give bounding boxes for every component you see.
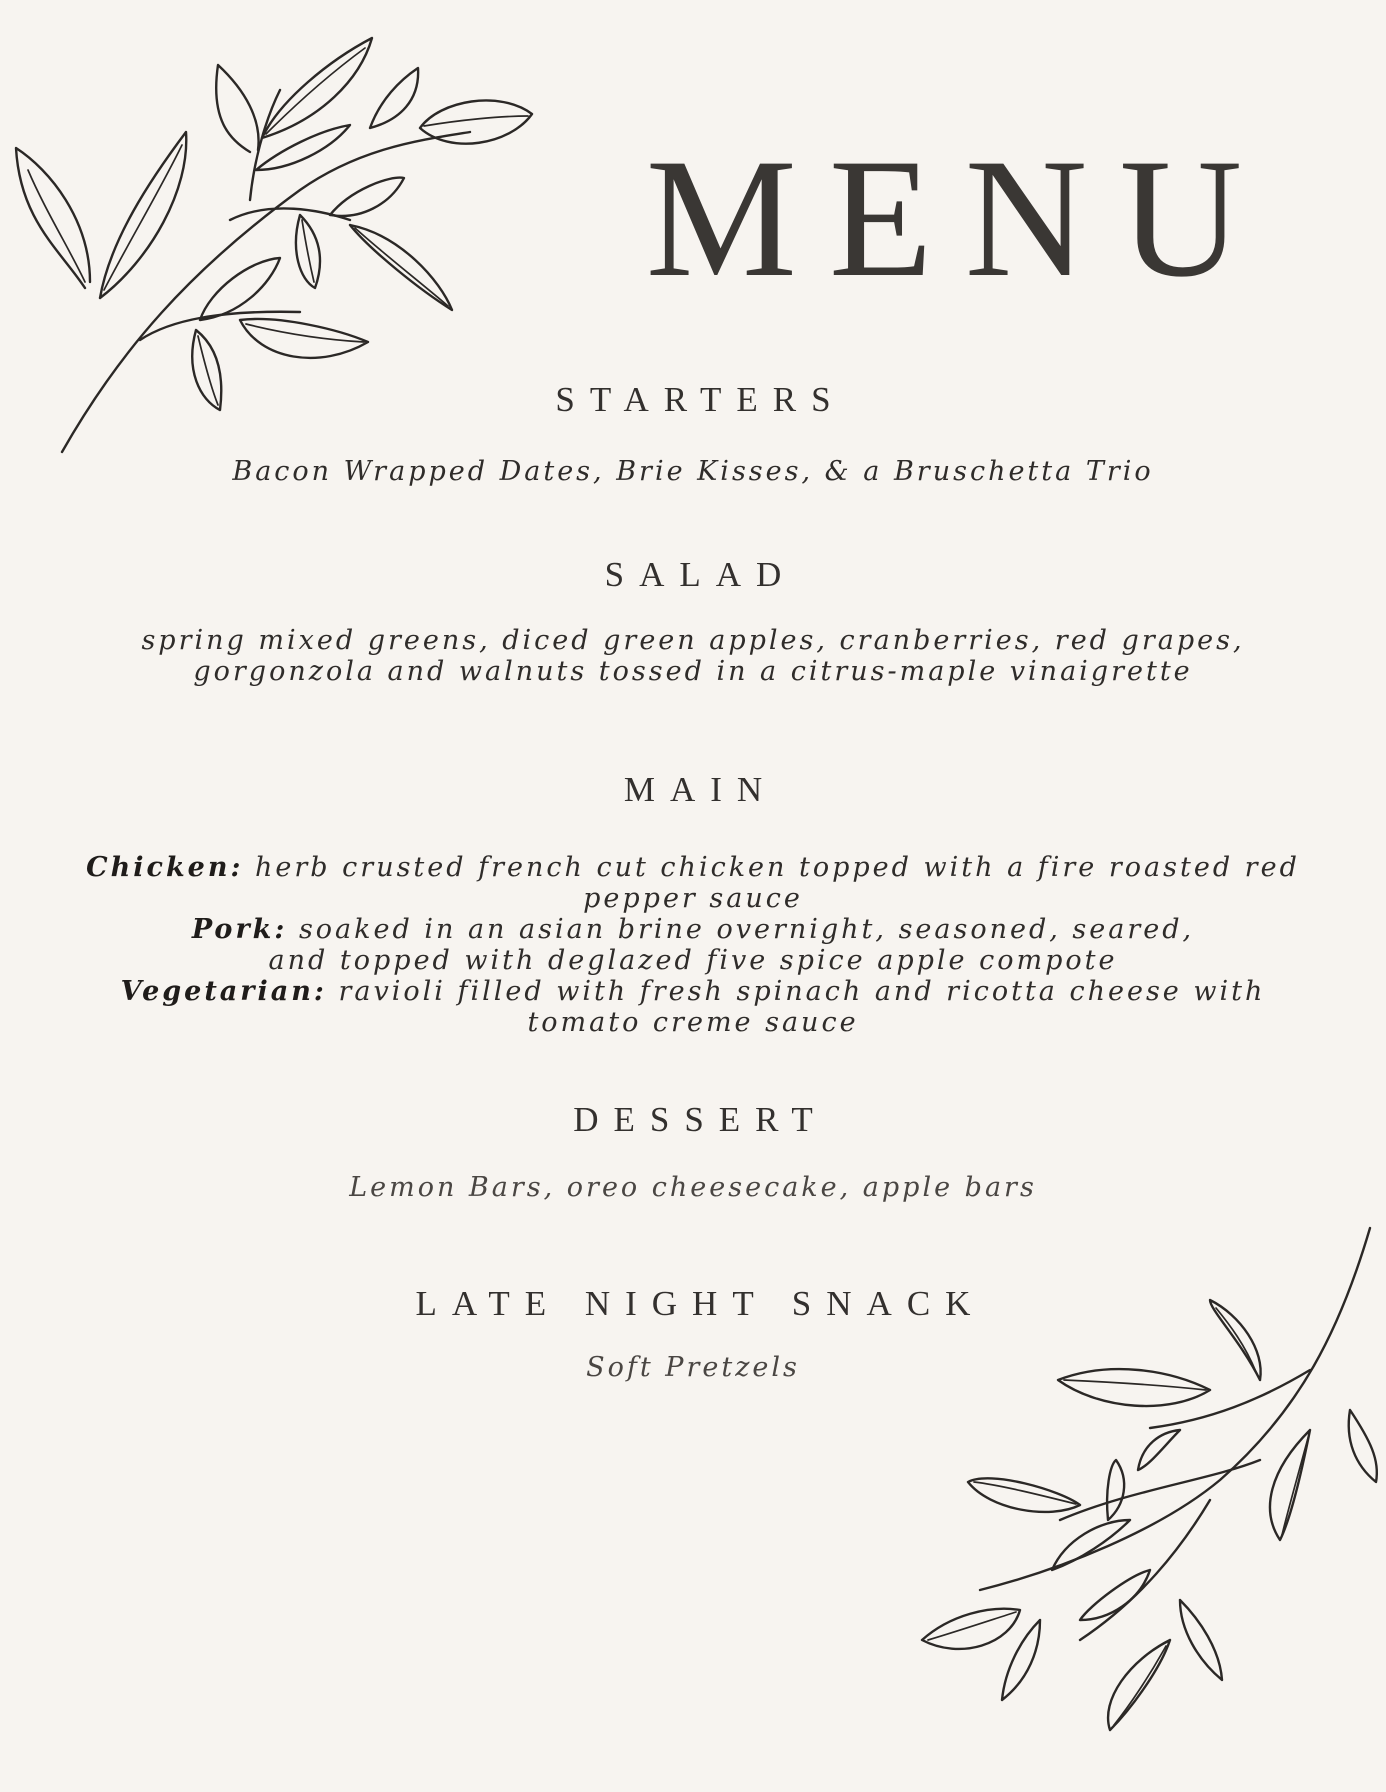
dessert-section xyxy=(0,1100,1386,1210)
dessert-heading: DESSERT xyxy=(573,1100,828,1139)
starters-items xyxy=(0,456,1386,487)
chicken-entree xyxy=(0,852,1386,883)
salad-line: gorgonzola and walnuts tossed in a citrus-maple vinaigrette xyxy=(193,656,1193,687)
starters-section xyxy=(0,380,1386,500)
pork-entree xyxy=(0,914,1386,945)
menu-title: MENU xyxy=(645,124,1275,312)
main-entrees xyxy=(0,852,1386,1038)
chicken-description: herb crusted french cut chicken topped with a fire roasted red xyxy=(243,852,1300,883)
pork-description: soaked in an asian brine overnight, seasoned, seared, xyxy=(287,914,1195,945)
late-night-snack-section xyxy=(0,1284,1386,1394)
chicken-label: Chicken: xyxy=(86,852,244,883)
snack-line: Soft Pretzels xyxy=(586,1352,800,1383)
late-night-snack-items xyxy=(0,1352,1386,1383)
dessert-line: Lemon Bars, oreo cheesecake, apple bars xyxy=(349,1172,1037,1203)
late-night-snack-heading: LATE NIGHT SNACK xyxy=(415,1284,986,1323)
vegetarian-label: Vegetarian: xyxy=(120,976,327,1007)
pork-description-cont: and topped with deglazed five spice apple compote xyxy=(268,945,1118,976)
dessert-items xyxy=(0,1172,1386,1203)
vegetarian-description-cont: tomato creme sauce xyxy=(527,1007,859,1038)
pork-label: Pork: xyxy=(191,914,288,945)
vegetarian-description: ravioli filled with fresh spinach and ricotta cheese with xyxy=(326,976,1266,1007)
chicken-description-cont: pepper sauce xyxy=(583,883,803,914)
salad-heading: SALAD xyxy=(604,555,797,594)
salad-section xyxy=(0,555,1386,695)
main-section xyxy=(0,770,1386,1040)
starters-heading: STARTERS xyxy=(555,380,846,419)
salad-description xyxy=(0,625,1386,687)
salad-line: spring mixed greens, diced green apples, cranberries, red grapes, xyxy=(141,625,1245,656)
main-heading: MAIN xyxy=(623,770,778,809)
vegetarian-entree xyxy=(0,976,1386,1007)
starters-line: Bacon Wrapped Dates, Brie Kisses, & a Bruschetta Trio xyxy=(232,456,1154,487)
